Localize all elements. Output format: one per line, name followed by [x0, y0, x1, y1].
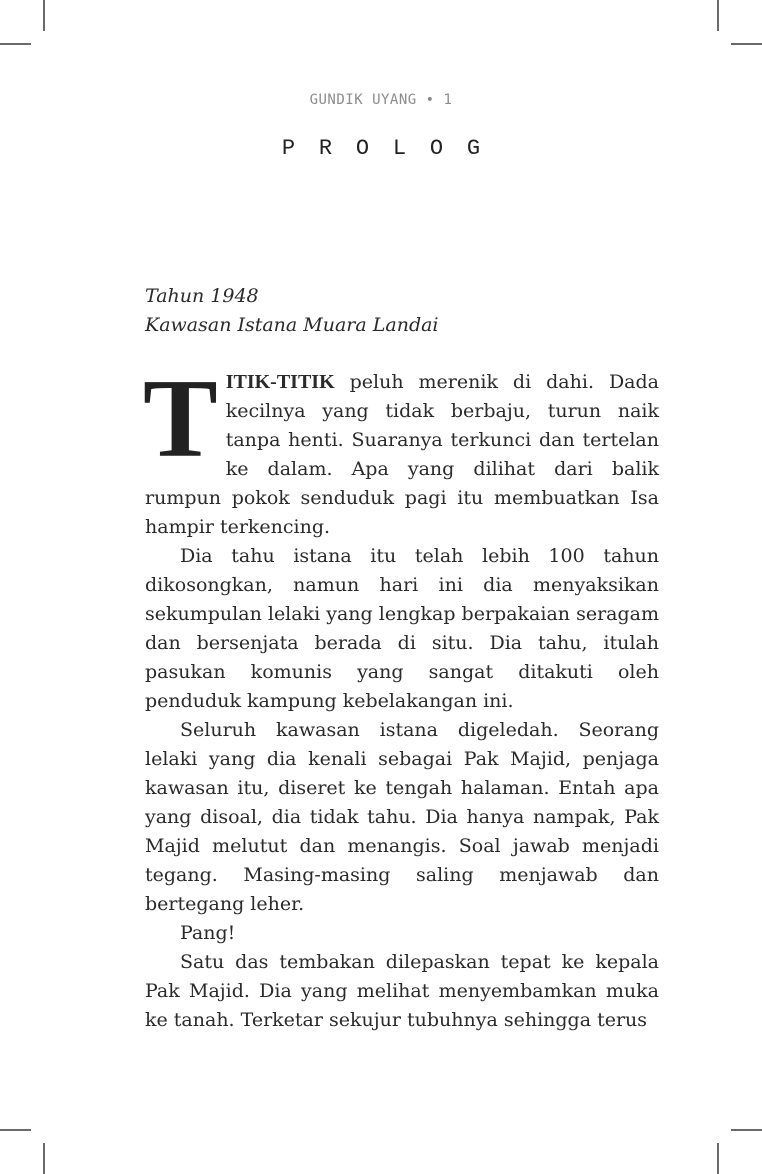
crop-mark-top-left-horizontal: [0, 43, 31, 45]
setting-place: Kawasan Istana Muara Landai: [145, 314, 439, 336]
crop-mark-top-left-vertical: [43, 0, 45, 31]
crop-mark-bottom-left-vertical: [43, 1143, 45, 1174]
chapter-title-letter: O: [429, 136, 444, 161]
paragraph: Dia tahu istana itu telah lebih 100 tahun dikosongkan, namun hari ini dia menyaksikan sekumpulan lelaki yang lengkap berpakaian seragam dan bersenjata berada di situ. Dia tahu, itulah pasukan komunis yang sangat ditakuti oleh penduduk kampung kebelakangan ini.: [145, 545, 659, 712]
crop-mark-bottom-right-vertical: [717, 1143, 719, 1174]
paragraph-text: peluh merenik di dahi. Dada kecilnya yang tidak berbaju, turun naik tanpa henti. Suaranya terkunci dan tertelan ke dalam. Apa yang dilihat dari balik rumpun pokok senduduk pagi itu membuatkan Isa hampir terkencing.: [145, 371, 659, 538]
paragraph: Pang!: [180, 922, 236, 944]
setting-block: [145, 282, 659, 340]
paragraph: [143, 357, 659, 542]
crop-mark-top-right-horizontal: [731, 43, 762, 45]
chapter-title: [0, 136, 762, 161]
chapter-title-letter: P: [281, 136, 296, 161]
chapter-title-letter: R: [318, 136, 333, 161]
drop-cap: T: [143, 357, 218, 481]
crop-mark-bottom-right-horizontal: [731, 1129, 762, 1131]
paragraph: Seluruh kawasan istana digeledah. Seorang lelaki yang dia kenali sebagai Pak Majid, penjaga kawasan itu, diseret ke tengah halaman. Entah apa yang disoal, dia tidak tahu. Dia hanya nampak, Pak Majid melutut dan menangis. Soal jawab menjadi tegang. Masing-masing saling menjawab dan bertegang leher.: [145, 719, 659, 915]
body-text: [143, 357, 659, 1035]
paragraph: Satu das tembakan dilepaskan tepat ke kepala Pak Majid. Dia yang melihat menyembamkan muka ke tanah. Terketar sekujur tubuhnya sehingga terus: [145, 951, 659, 1031]
setting-year: Tahun 1948: [145, 285, 259, 307]
crop-mark-bottom-left-horizontal: [0, 1129, 31, 1131]
lead-in: ITIK-TITIK: [225, 371, 335, 393]
chapter-title-letter: O: [355, 136, 370, 161]
running-head: GUNDIK UYANG • 1: [309, 92, 453, 108]
chapter-title-letter: L: [392, 136, 407, 161]
crop-mark-top-right-vertical: [717, 0, 719, 31]
chapter-title-letter: G: [466, 136, 481, 161]
